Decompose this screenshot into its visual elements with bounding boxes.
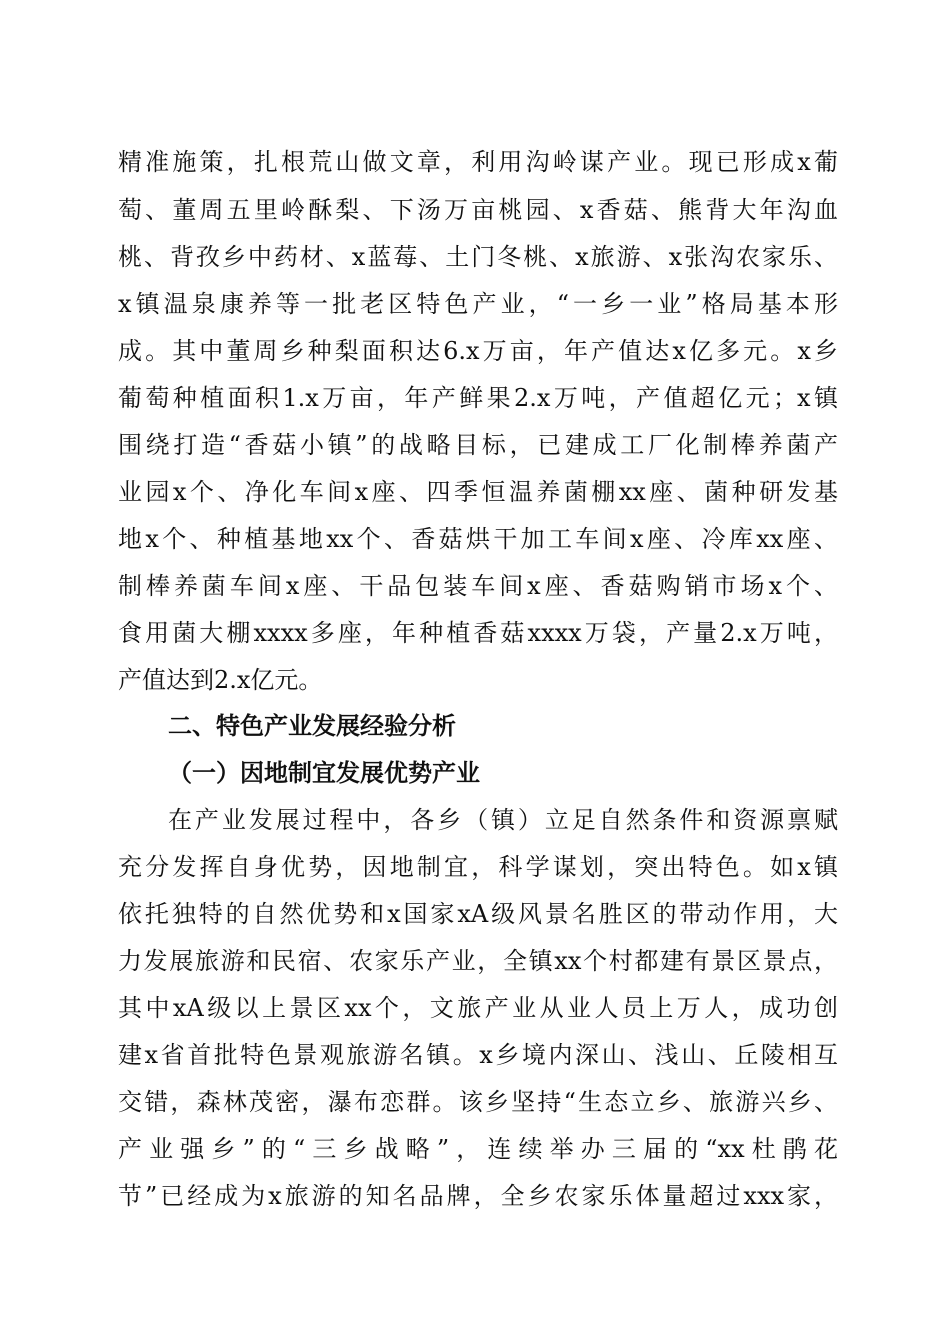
paragraph-line: 依托独特的自然优势和x国家xA级风景名胜区的带动作用，大: [118, 900, 838, 928]
paragraph-line: 充分发挥自身优势，因地制宜，科学谋划，突出特色。如x镇: [118, 853, 838, 881]
paragraph-line: 业园x个、净化车间x座、四季恒温养菌棚xx座、菌种研发基: [118, 478, 838, 506]
paragraph-line: 在产业发展过程中，各乡（镇）立足自然条件和资源禀赋: [168, 806, 838, 834]
paragraph-line: 力发展旅游和民宿、农家乐产业，全镇xx个村都建有景区景点，: [118, 947, 838, 975]
paragraph-line: 其中xA级以上景区xx个，文旅产业从业人员上万人，成功创: [118, 994, 838, 1022]
paragraph-line: 建x省首批特色景观旅游名镇。x乡境内深山、浅山、丘陵相互: [118, 1041, 838, 1069]
paragraph-line: 地x个、种植基地xx个、香菇烘干加工车间x座、冷库xx座、: [118, 525, 838, 553]
paragraph-line: 萄、董周五里岭酥梨、下汤万亩桃园、x香菇、熊背大年沟血: [118, 196, 838, 224]
paragraph-line: 食用菌大棚xxxx多座，年种植香菇xxxx万袋，产量2.x万吨，: [118, 619, 838, 647]
paragraph-line: 交错，森林茂密，瀑布恋群。该乡坚持“生态立乡、旅游兴乡、: [118, 1088, 838, 1116]
paragraph-line: 制棒养菌车间x座、干品包装车间x座、香菇购销市场x个、: [118, 572, 838, 600]
paragraph-line: 产业强乡”的“三乡战略”，连续举办三届的“xx杜鹃花: [118, 1135, 838, 1163]
paragraph-line: 精准施策，扎根荒山做文章，利用沟岭谋产业。现已形成x葡: [118, 148, 838, 176]
paragraph-line: x镇温泉康养等一批老区特色产业，“一乡一业”格局基本形: [118, 290, 838, 318]
paragraph-line: 葡萄种植面积1.x万亩，年产鲜果2.x万吨，产值超亿元；x镇: [118, 384, 838, 412]
paragraph-line: 围绕打造“香菇小镇”的战略目标，已建成工厂化制棒养菌产: [118, 431, 838, 459]
section-heading: 二、特色产业发展经验分析: [168, 712, 456, 740]
paragraph-line: 成。其中董周乡种梨面积达6.x万亩，年产值达x亿多元。x乡: [118, 337, 838, 365]
paragraph-line: 产值达到2.x亿元。: [118, 666, 323, 694]
subsection-heading: （一）因地制宜发展优势产业: [168, 758, 480, 787]
paragraph-line: 节”已经成为x旅游的知名品牌，全乡农家乐体量超过xxx家，: [118, 1182, 838, 1210]
paragraph-line: 桃、背孜乡中药材、x蓝莓、土门冬桃、x旅游、x张沟农家乐、: [118, 243, 838, 271]
